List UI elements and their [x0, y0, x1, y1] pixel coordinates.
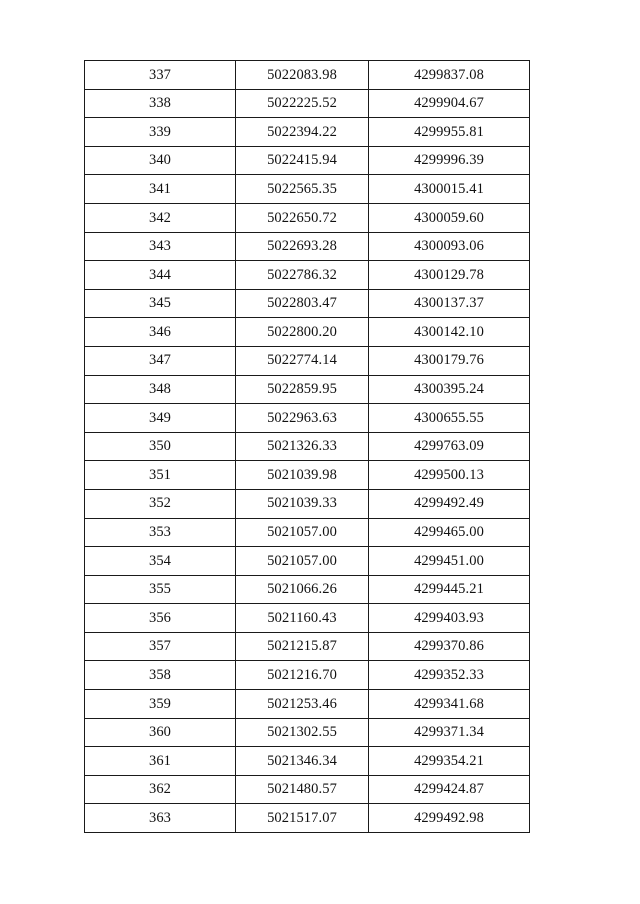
x-coordinate-cell: 5021346.34 — [236, 747, 369, 776]
point-number-cell: 348 — [85, 375, 236, 404]
point-number-cell: 347 — [85, 346, 236, 375]
y-coordinate-cell: 4299492.49 — [369, 489, 530, 518]
table-row — [85, 118, 530, 147]
point-number-cell: 355 — [85, 575, 236, 604]
y-coordinate-cell: 4299500.13 — [369, 461, 530, 490]
x-coordinate-cell: 5021302.55 — [236, 718, 369, 747]
table-row — [85, 690, 530, 719]
point-number-cell: 344 — [85, 261, 236, 290]
table-row — [85, 346, 530, 375]
table-row — [85, 661, 530, 690]
y-coordinate-cell: 4300179.76 — [369, 346, 530, 375]
point-number-cell: 345 — [85, 289, 236, 318]
point-number-cell: 346 — [85, 318, 236, 347]
table-row — [85, 518, 530, 547]
table-row — [85, 489, 530, 518]
x-coordinate-cell: 5022786.32 — [236, 261, 369, 290]
y-coordinate-cell: 4299370.86 — [369, 632, 530, 661]
point-number-cell: 361 — [85, 747, 236, 776]
y-coordinate-cell: 4300395.24 — [369, 375, 530, 404]
point-number-cell: 343 — [85, 232, 236, 261]
y-coordinate-cell: 4299352.33 — [369, 661, 530, 690]
y-coordinate-cell: 4299763.09 — [369, 432, 530, 461]
coordinate-table — [84, 60, 530, 833]
point-number-cell: 350 — [85, 432, 236, 461]
y-coordinate-cell: 4300142.10 — [369, 318, 530, 347]
point-number-cell: 360 — [85, 718, 236, 747]
y-coordinate-cell: 4300015.41 — [369, 175, 530, 204]
y-coordinate-cell: 4299341.68 — [369, 690, 530, 719]
point-number-cell: 357 — [85, 632, 236, 661]
x-coordinate-cell: 5022394.22 — [236, 118, 369, 147]
table-row — [85, 61, 530, 90]
point-number-cell: 342 — [85, 203, 236, 232]
point-number-cell: 338 — [85, 89, 236, 118]
point-number-cell: 354 — [85, 547, 236, 576]
y-coordinate-cell: 4299837.08 — [369, 61, 530, 90]
x-coordinate-cell: 5022650.72 — [236, 203, 369, 232]
point-number-cell: 339 — [85, 118, 236, 147]
coordinate-table-body — [85, 61, 530, 833]
y-coordinate-cell: 4300129.78 — [369, 261, 530, 290]
x-coordinate-cell: 5021160.43 — [236, 604, 369, 633]
point-number-cell: 352 — [85, 489, 236, 518]
table-row — [85, 747, 530, 776]
x-coordinate-cell: 5021057.00 — [236, 518, 369, 547]
y-coordinate-cell: 4299492.98 — [369, 804, 530, 833]
point-number-cell: 337 — [85, 61, 236, 90]
table-row — [85, 261, 530, 290]
y-coordinate-cell: 4299424.87 — [369, 775, 530, 804]
point-number-cell: 358 — [85, 661, 236, 690]
x-coordinate-cell: 5022693.28 — [236, 232, 369, 261]
x-coordinate-cell: 5021039.98 — [236, 461, 369, 490]
point-number-cell: 359 — [85, 690, 236, 719]
x-coordinate-cell: 5021216.70 — [236, 661, 369, 690]
x-coordinate-cell: 5021039.33 — [236, 489, 369, 518]
table-row — [85, 289, 530, 318]
x-coordinate-cell: 5022565.35 — [236, 175, 369, 204]
point-number-cell: 362 — [85, 775, 236, 804]
x-coordinate-cell: 5021253.46 — [236, 690, 369, 719]
y-coordinate-cell: 4300059.60 — [369, 203, 530, 232]
y-coordinate-cell: 4299403.93 — [369, 604, 530, 633]
table-row — [85, 718, 530, 747]
point-number-cell: 356 — [85, 604, 236, 633]
x-coordinate-cell: 5022803.47 — [236, 289, 369, 318]
table-row — [85, 804, 530, 833]
table-row — [85, 632, 530, 661]
y-coordinate-cell: 4300137.37 — [369, 289, 530, 318]
y-coordinate-cell: 4299451.00 — [369, 547, 530, 576]
table-row — [85, 432, 530, 461]
y-coordinate-cell: 4299955.81 — [369, 118, 530, 147]
x-coordinate-cell: 5022225.52 — [236, 89, 369, 118]
table-row — [85, 461, 530, 490]
y-coordinate-cell: 4299354.21 — [369, 747, 530, 776]
table-row — [85, 575, 530, 604]
point-number-cell: 363 — [85, 804, 236, 833]
table-row — [85, 232, 530, 261]
x-coordinate-cell: 5022800.20 — [236, 318, 369, 347]
point-number-cell: 341 — [85, 175, 236, 204]
y-coordinate-cell: 4299371.34 — [369, 718, 530, 747]
x-coordinate-cell: 5022859.95 — [236, 375, 369, 404]
x-coordinate-cell: 5021066.26 — [236, 575, 369, 604]
table-row — [85, 175, 530, 204]
x-coordinate-cell: 5021517.07 — [236, 804, 369, 833]
y-coordinate-cell: 4300093.06 — [369, 232, 530, 261]
point-number-cell: 351 — [85, 461, 236, 490]
point-number-cell: 340 — [85, 146, 236, 175]
x-coordinate-cell: 5021057.00 — [236, 547, 369, 576]
x-coordinate-cell: 5022083.98 — [236, 61, 369, 90]
table-row — [85, 375, 530, 404]
x-coordinate-cell: 5022415.94 — [236, 146, 369, 175]
y-coordinate-cell: 4299445.21 — [369, 575, 530, 604]
x-coordinate-cell: 5021215.87 — [236, 632, 369, 661]
table-row — [85, 547, 530, 576]
point-number-cell: 349 — [85, 404, 236, 433]
table-row — [85, 775, 530, 804]
y-coordinate-cell: 4300655.55 — [369, 404, 530, 433]
y-coordinate-cell: 4299996.39 — [369, 146, 530, 175]
point-number-cell: 353 — [85, 518, 236, 547]
table-row — [85, 604, 530, 633]
x-coordinate-cell: 5022963.63 — [236, 404, 369, 433]
table-row — [85, 404, 530, 433]
table-row — [85, 318, 530, 347]
x-coordinate-cell: 5021326.33 — [236, 432, 369, 461]
table-row — [85, 89, 530, 118]
y-coordinate-cell: 4299465.00 — [369, 518, 530, 547]
x-coordinate-cell: 5021480.57 — [236, 775, 369, 804]
y-coordinate-cell: 4299904.67 — [369, 89, 530, 118]
x-coordinate-cell: 5022774.14 — [236, 346, 369, 375]
table-row — [85, 146, 530, 175]
table-row — [85, 203, 530, 232]
